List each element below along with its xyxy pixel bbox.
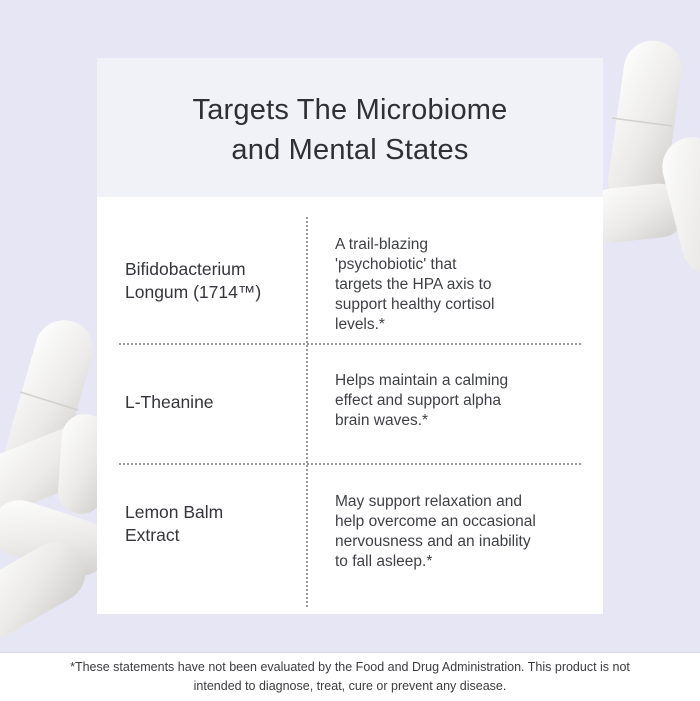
ingredients-table [119, 197, 581, 614]
fda-disclaimer [0, 652, 700, 701]
ingredient-description: May support relaxation and help overcome an occasional nervousness and an inability to fall asleep.* [335, 493, 536, 570]
table-row [119, 197, 581, 345]
title-line-2: and Mental States [231, 134, 469, 166]
ingredient-description: A trail-blazing 'psychobiotic' that targets the HPA axis to support healthy cortisol levels.* [335, 236, 495, 333]
info-card [97, 58, 603, 614]
title-line-1: Targets The Microbiome [192, 94, 508, 126]
ingredient-name: Lemon Balm Extract [125, 502, 224, 545]
disclaimer-text: *These statements have not been evaluated by the Food and Drug Administration. This product is not intended to diagnose, treat, cure or prevent any disease. [70, 660, 630, 693]
card-title [97, 90, 603, 170]
ingredient-description: Helps maintain a calming effect and support alpha brain waves.* [335, 372, 509, 429]
card-header [97, 58, 603, 197]
ingredient-name: Bifidobacterium Longum (1714™) [125, 259, 262, 302]
table-row [119, 345, 581, 465]
ingredient-name: L-Theanine [125, 392, 214, 412]
table-row [119, 465, 581, 614]
